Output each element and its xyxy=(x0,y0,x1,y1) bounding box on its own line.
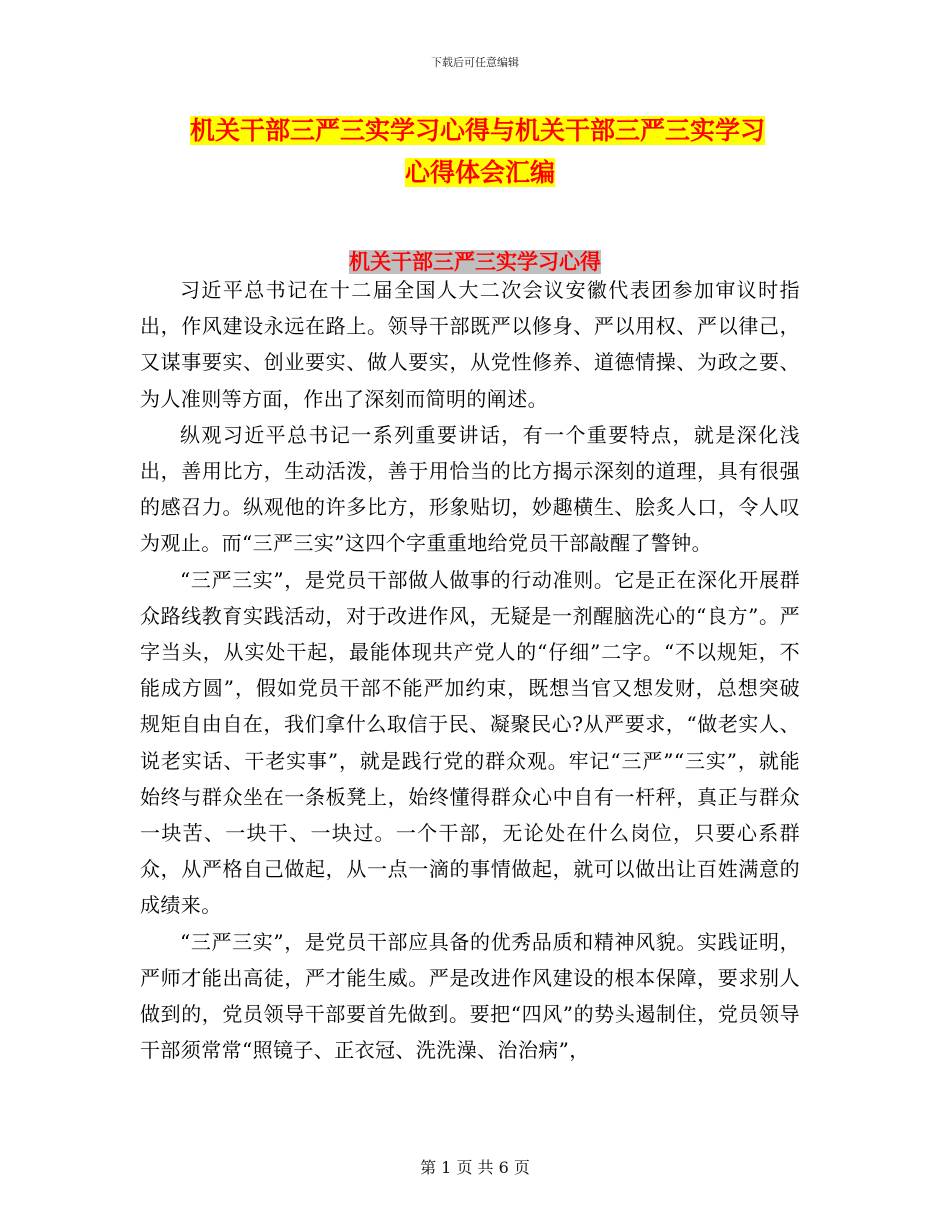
header-note: 下载后可任意编辑 xyxy=(431,56,519,69)
paragraph: 纵观习近平总书记一系列重要讲话，有一个重要特点，就是深化浅出，善用比方，生动活泼，善于用恰当的比方揭示深刻的道理，具有很强的感召力。纵观他的许多比方，形象贴切，妙趣横生、脍炙人口，令人叹为观止。而“三严三实”这四个字重重地给党员干部敲醒了警钟。 xyxy=(140,422,800,556)
title-line-1 xyxy=(190,110,810,152)
title-line-2-text: 心得体会汇编 xyxy=(404,158,555,187)
body-text xyxy=(140,272,800,1068)
page-footer: 第 1 页 共 6 页 xyxy=(420,1158,530,1177)
title-line-1-text: 机关干部三严三实学习心得与机关干部三严三实学习 xyxy=(190,116,766,145)
section-heading-text: 机关干部三严三实学习心得 xyxy=(349,250,601,274)
paragraph: 习近平总书记在十二届全国人大二次会议安徽代表团参加审议时指出，作风建设永远在路上。领导干部既严以修身、严以用权、严以律己，又谋事要实、创业要实、做人要实，从党性修养、道德情操、为政之要、为人准则等方面，作出了深刻而简明的阐述。 xyxy=(140,278,800,411)
paragraph: “三严三实”，是党员干部应具备的优秀品质和精神风貌。实践证明，严师才能出高徒，严才能生威。严是改进作风建设的根本保障，要求别人做到的，党员领导干部要首先做到。要把“四风”的势头遏制住，党员领导干部须常常“照镜子、正衣冠、洗洗澡、治治病”， xyxy=(140,929,800,1063)
title-line-2 xyxy=(190,152,810,194)
paragraph: “三严三实”，是党员干部做人做事的行动准则。它是正在深化开展群众路线教育实践活动，对于改进作风，无疑是一剂醒脑洗心的“良方”。严字当头，从实处干起，最能体现共产党人的“仔细”二字。“不以规矩，不能成方圆”，假如党员干部不能严加约束，既想当官又想发财，总想突破规矩自由自在，我们拿什么取信于民、凝聚民心?从严要求，“做老实人、说老实话、干老实事”，就是践行党的群众观。牢记“三严”“三实”，就能始终与群众坐在一条板凳上，始终懂得群众心中自有一杆秤，真正与群众一块苦、一块干、一块过。一个干部，无论处在什么岗位，只要心系群众，从严格自己做起，从一点一滴的事情做起，就可以做出让百姓满意的成绩来。 xyxy=(140,567,800,918)
document-title xyxy=(190,110,810,194)
